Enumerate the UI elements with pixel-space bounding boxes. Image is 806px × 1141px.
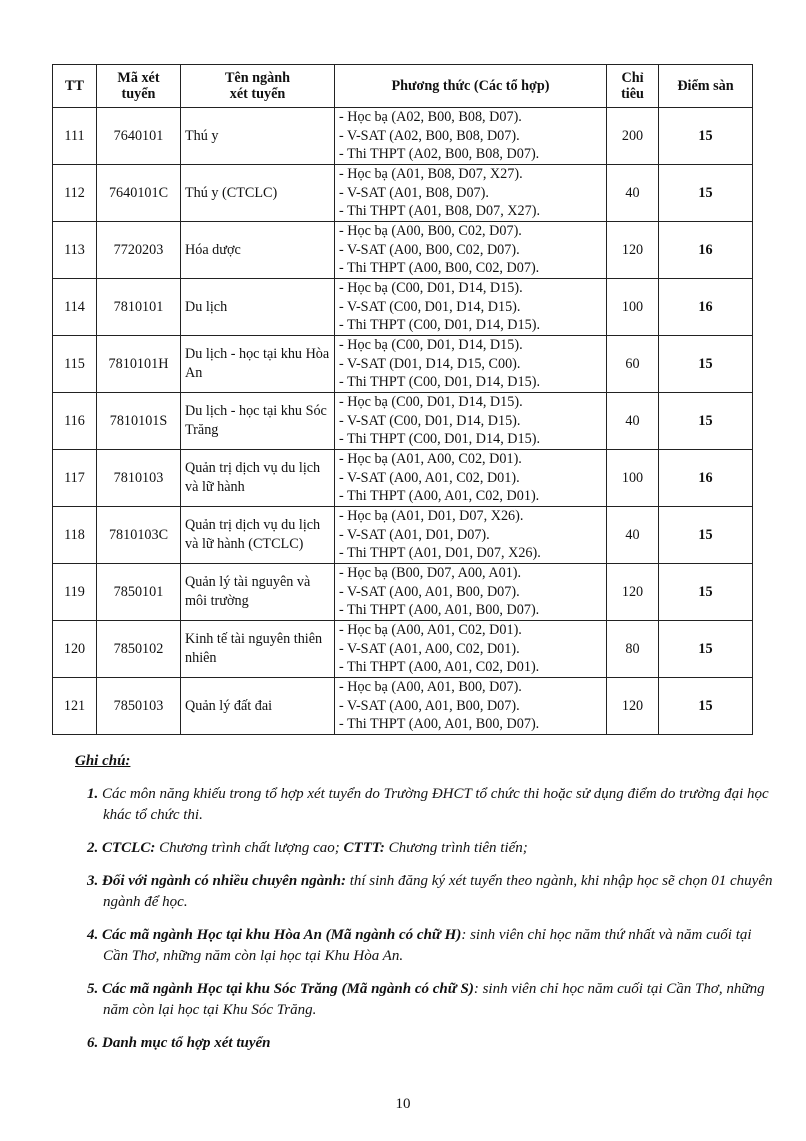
row-score: 15 bbox=[659, 165, 753, 222]
row-quota: 100 bbox=[607, 279, 659, 336]
notes-section bbox=[75, 751, 775, 1066]
row-tt: 115 bbox=[53, 336, 97, 393]
row-score: 15 bbox=[659, 507, 753, 564]
table-row bbox=[53, 450, 753, 507]
row-quota: 80 bbox=[607, 621, 659, 678]
row-tt: 113 bbox=[53, 222, 97, 279]
table-row bbox=[53, 507, 753, 564]
row-major: Du lịch bbox=[181, 279, 335, 336]
row-code: 7810103 bbox=[97, 450, 181, 507]
header-score: Điểm sàn bbox=[659, 65, 753, 108]
row-score: 15 bbox=[659, 564, 753, 621]
row-major: Quản lý đất đai bbox=[181, 678, 335, 735]
row-quota: 40 bbox=[607, 507, 659, 564]
table-row bbox=[53, 279, 753, 336]
row-score: 15 bbox=[659, 336, 753, 393]
row-score: 15 bbox=[659, 621, 753, 678]
row-quota: 40 bbox=[607, 165, 659, 222]
table-header-row bbox=[53, 65, 753, 108]
note-item: 3. Đối với ngành có nhiều chuyên ngành: thí sinh đăng ký xét tuyển theo ngành, khi nhập học sẽ chọn 01 chuyên ngành để học. bbox=[87, 873, 773, 910]
row-tt: 119 bbox=[53, 564, 97, 621]
row-tt: 117 bbox=[53, 450, 97, 507]
row-quota: 200 bbox=[607, 108, 659, 165]
row-code: 7640101 bbox=[97, 108, 181, 165]
row-methods: - Học bạ (C00, D01, D14, D15). - V-SAT (C00, D01, D14, D15). - Thi THPT (C00, D01, D14, D15). bbox=[335, 279, 607, 336]
page-number: 10 bbox=[395, 1096, 411, 1112]
header-major: Tên ngành xét tuyển bbox=[181, 65, 335, 108]
row-tt: 118 bbox=[53, 507, 97, 564]
row-tt: 112 bbox=[53, 165, 97, 222]
header-method: Phương thức (Các tổ hợp) bbox=[335, 65, 607, 108]
row-quota: 100 bbox=[607, 450, 659, 507]
table-row bbox=[53, 678, 753, 735]
row-tt: 116 bbox=[53, 393, 97, 450]
row-code: 7810103C bbox=[97, 507, 181, 564]
note-item: 6. Danh mục tổ hợp xét tuyển bbox=[87, 1035, 271, 1051]
table-row bbox=[53, 564, 753, 621]
row-major: Thú y bbox=[181, 108, 335, 165]
row-quota: 60 bbox=[607, 336, 659, 393]
row-methods: - Học bạ (A01, D01, D07, X26). - V-SAT (A01, D01, D07). - Thi THPT (A01, D01, D07, X26). bbox=[335, 507, 607, 564]
row-quota: 120 bbox=[607, 222, 659, 279]
row-score: 15 bbox=[659, 393, 753, 450]
row-tt: 114 bbox=[53, 279, 97, 336]
row-score: 16 bbox=[659, 450, 753, 507]
row-methods: - Học bạ (A02, B00, B08, D07). - V-SAT (A02, B00, B08, D07). - Thi THPT (A02, B00, B08, D07). bbox=[335, 108, 607, 165]
row-methods: - Học bạ (C00, D01, D14, D15). - V-SAT (D01, D14, D15, C00). - Thi THPT (C00, D01, D14, D15). bbox=[335, 336, 607, 393]
row-quota: 120 bbox=[607, 564, 659, 621]
row-code: 7810101 bbox=[97, 279, 181, 336]
row-score: 16 bbox=[659, 222, 753, 279]
row-code: 7810101S bbox=[97, 393, 181, 450]
row-major: Quản trị dịch vụ du lịch và lữ hành bbox=[181, 450, 335, 507]
notes-title: Ghi chú: bbox=[75, 753, 131, 769]
note-item: 5. Các mã ngành Học tại khu Sóc Trăng (Mã ngành có chữ S): sinh viên chỉ học năm cuối tại Cần Thơ, những năm còn lại học tại Khu Sóc Trăng. bbox=[87, 981, 765, 1018]
row-tt: 121 bbox=[53, 678, 97, 735]
row-major: Quản trị dịch vụ du lịch và lữ hành (CTCLC) bbox=[181, 507, 335, 564]
row-methods: - Học bạ (A00, A01, B00, D07). - V-SAT (A00, A01, B00, D07). - Thi THPT (A00, A01, B00, D07). bbox=[335, 678, 607, 735]
header-tt: TT bbox=[53, 65, 97, 108]
note-item: 2. CTCLC: Chương trình chất lượng cao; CTTT: Chương trình tiên tiến; bbox=[87, 840, 528, 856]
header-code: Mã xét tuyển bbox=[97, 65, 181, 108]
row-code: 7850103 bbox=[97, 678, 181, 735]
row-methods: - Học bạ (A00, A01, C02, D01). - V-SAT (A01, A00, C02, D01). - Thi THPT (A00, A01, C02, D01). bbox=[335, 621, 607, 678]
row-code: 7640101C bbox=[97, 165, 181, 222]
row-tt: 111 bbox=[53, 108, 97, 165]
row-methods: - Học bạ (A01, B08, D07, X27). - V-SAT (A01, B08, D07). - Thi THPT (A01, B08, D07, X27). bbox=[335, 165, 607, 222]
row-score: 16 bbox=[659, 279, 753, 336]
row-quota: 120 bbox=[607, 678, 659, 735]
table-row bbox=[53, 393, 753, 450]
row-code: 7850102 bbox=[97, 621, 181, 678]
row-tt: 120 bbox=[53, 621, 97, 678]
table-row bbox=[53, 108, 753, 165]
row-code: 7810101H bbox=[97, 336, 181, 393]
row-code: 7720203 bbox=[97, 222, 181, 279]
row-major: Kinh tế tài nguyên thiên nhiên bbox=[181, 621, 335, 678]
row-methods: - Học bạ (C00, D01, D14, D15). - V-SAT (C00, D01, D14, D15). - Thi THPT (C00, D01, D14, D15). bbox=[335, 393, 607, 450]
row-methods: - Học bạ (A00, B00, C02, D07). - V-SAT (A00, B00, C02, D07). - Thi THPT (A00, B00, C02, D07). bbox=[335, 222, 607, 279]
table-row bbox=[53, 621, 753, 678]
row-score: 15 bbox=[659, 108, 753, 165]
row-quota: 40 bbox=[607, 393, 659, 450]
row-methods: - Học bạ (A01, A00, C02, D01). - V-SAT (A00, A01, C02, D01). - Thi THPT (A00, A01, C02, D01). bbox=[335, 450, 607, 507]
row-major: Du lịch - học tại khu Hòa An bbox=[181, 336, 335, 393]
table-row bbox=[53, 336, 753, 393]
row-major: Du lịch - học tại khu Sóc Trăng bbox=[181, 393, 335, 450]
row-major: Thú y (CTCLC) bbox=[181, 165, 335, 222]
row-methods: - Học bạ (B00, D07, A00, A01). - V-SAT (A00, A01, B00, D07). - Thi THPT (A00, A01, B00, D07). bbox=[335, 564, 607, 621]
note-item: 1. Các môn năng khiếu trong tổ hợp xét tuyển do Trường ĐHCT tổ chức thi hoặc sử dụng điểm do trường đại học khác tổ chức thi. bbox=[87, 786, 769, 823]
admission-table bbox=[52, 64, 753, 735]
row-code: 7850101 bbox=[97, 564, 181, 621]
row-score: 15 bbox=[659, 678, 753, 735]
header-quota: Chỉ tiêu bbox=[607, 65, 659, 108]
note-item: 4. Các mã ngành Học tại khu Hòa An (Mã ngành có chữ H): sinh viên chỉ học năm thứ nhất và năm cuối tại Cần Thơ, những năm còn lại học tại Khu Hòa An. bbox=[87, 927, 752, 964]
table-row bbox=[53, 165, 753, 222]
row-major: Quản lý tài nguyên và môi trường bbox=[181, 564, 335, 621]
row-major: Hóa dược bbox=[181, 222, 335, 279]
table-row bbox=[53, 222, 753, 279]
